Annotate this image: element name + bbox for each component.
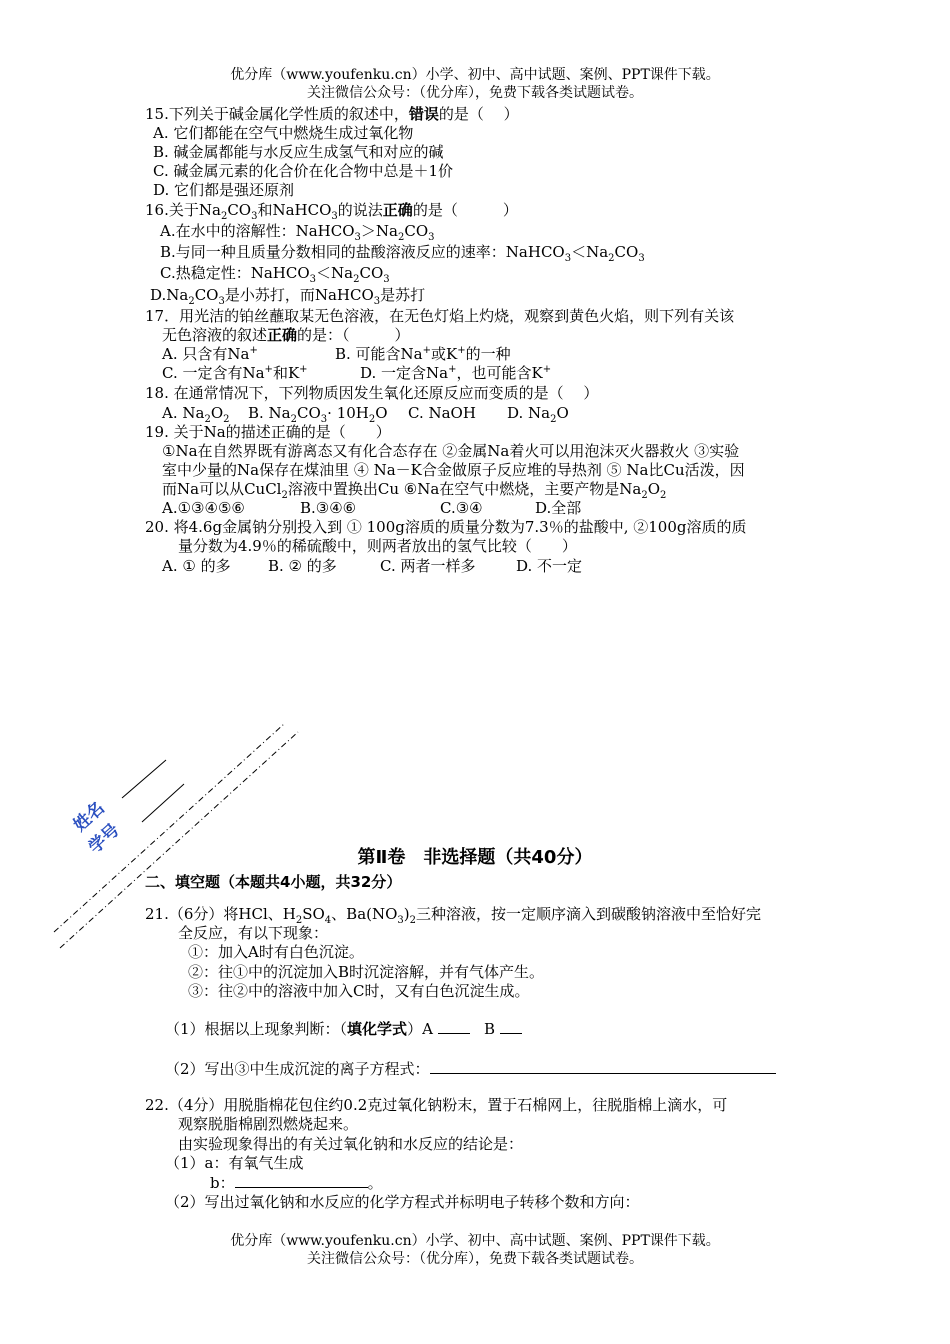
q18-option-b: B. $Na_2CO_3\cdot 10H_2O$ (248, 404, 388, 425)
q22-part-1b: b： 。 (210, 1174, 383, 1192)
q21-stem-line-2: 全反应，有以下现象： (178, 924, 329, 942)
answer-blank-a[interactable] (438, 1019, 470, 1034)
q17-stem-line-2: 无色溶液的叙述正确的是：（ ） (162, 326, 410, 344)
q17-stem-line-1: 17．用光洁的铂丝蘸取某无色溶液，在无色灯焰上灼烧，观察到黄色火焰，则下列有关该 (145, 307, 735, 325)
header-line-2: 关注微信公众号：（优分库），免费下载各类试题试卷。 (307, 85, 643, 101)
q20-stem-line-2: 量分数为4.9％的稀硫酸中，则两者放出的氢气比较（ ） (178, 537, 577, 555)
section-title: 二、填空题（本题共4小题，共32分） (145, 873, 402, 891)
q20-option-d: D. 不一定 (516, 557, 583, 575)
q22-stem-line-3: 由实验现象得出的有关过氧化钠和水反应的结论是： (178, 1135, 524, 1153)
q19-option-b: B.③④⑥ (300, 499, 357, 517)
q21-step-2: ②：往①中的沉淀加入B时沉淀溶解，并有气体产生。 (188, 963, 545, 981)
q19-option-d: D.全部 (535, 499, 582, 517)
q22-part-1a: （1）a：有氧气生成 (165, 1154, 304, 1172)
q20-option-c: C. 两者一样多 (380, 557, 476, 575)
q18-option-a: A. $Na_2O_2$ (162, 404, 230, 425)
q20-stem-line-1: 20. 将4.6g金属钠分别投入到 ① 100g溶质的质量分数为7.3％的盐酸中, ②100g溶质的质 (145, 518, 747, 536)
q22-part-2: （2）写出过氧化钠和水反应的化学方程式并标明电子转移个数和方向： (165, 1193, 640, 1211)
q15-option-b: B. 碱金属都能与水反应生成氢气和对应的碱 (153, 143, 444, 161)
q21-part-2: （2）写出③中生成沉淀的离子方程式： (165, 1059, 776, 1079)
q21-step-3: ③：往②中的溶液中加入C时，又有白色沉淀生成。 (188, 982, 530, 1000)
q20-option-b: B. ② 的多 (268, 557, 337, 575)
q19-stem: 19. 关于Na的描述正确的是（ ） (145, 423, 391, 441)
q15-option-c: C. 碱金属元素的化合价在化合物中总是＋1价 (153, 162, 454, 180)
q21-part-1: （1）根据以上现象判断：（填化学式）A B (165, 1019, 522, 1039)
q20-option-a: A. ① 的多 (162, 557, 231, 575)
footer-line-2: 关注微信公众号：（优分库），免费下载各类试题试卷。 (307, 1251, 643, 1267)
q15-option-a: A. 它们都能在空气中燃烧生成过氧化物 (153, 124, 414, 142)
q21-step-1: ①：加入A时有白色沉淀。 (188, 943, 364, 961)
q16-option-a: A.在水中的溶解性：$NaHCO_3>Na_2CO_3$ (160, 222, 435, 243)
q16-option-d: $D.Na_2CO_3$是小苏打，而NaHCO$_3$是苏打 (150, 286, 426, 307)
q15-option-d: D. 它们都是强还原剂 (153, 181, 295, 199)
id-label: 学号 (84, 820, 124, 858)
header-line-1: 优分库（www.youfenku.cn）小学、初中、高中试题、案例、PPT课件下载。 (230, 67, 720, 83)
q19-option-a: A.①③④⑤⑥ (162, 499, 245, 517)
ionic-equation-blank[interactable] (430, 1059, 776, 1074)
q22-stem-line-1: 22.（4分）用脱脂棉花包住约0.2克过氧化钠粉末，置于石棉网上，往脱脂棉上滴水，可 (145, 1096, 728, 1114)
q22-stem-line-2: 观察脱脂棉剧烈燃烧起来。 (178, 1115, 359, 1133)
q17-option-b: B. 可能含Na+或K+的一种 (335, 345, 511, 363)
q17-option-a: A. 只含有Na+ (162, 345, 258, 363)
q17-option-c: C. 一定含有Na+和K+ (162, 364, 308, 382)
q21-stem-line-1: 21.（6分）将HCl、$H_2SO_4$、$Ba(NO_3)_2$三种溶液，按一定顺序滴入到碳酸钠溶液中至恰好完 (145, 905, 762, 926)
q15-stem: 15.下列关于碱金属化学性质的叙述中，错误的是（ ） (145, 105, 519, 123)
q17-option-d: D. 一定含Na+，也可能含K+ (360, 364, 552, 382)
conclusion-blank[interactable] (235, 1173, 368, 1188)
name-underline (122, 760, 166, 798)
name-label: 姓名 (69, 798, 109, 836)
q18-option-c: C. NaOH (408, 404, 476, 422)
q19-text-line-1: ①Na在自然界既有游离态又有化合态存在 ②金属Na着火可以用泡沫灭火器救火 ③实验 (162, 442, 740, 460)
q16-stem: 16.关于$Na_2CO_3$和NaHCO$_3$的说法正确的是（ ） (145, 201, 518, 222)
footer-line-1: 优分库（www.youfenku.cn）小学、初中、高中试题、案例、PPT课件下载。 (230, 1233, 720, 1249)
answer-blank-b[interactable] (500, 1019, 522, 1034)
q19-text-line-2: 室中少量的Na保存在煤油里 ④ Na－K合金做原子反应堆的导热剂 ⑤ Na比Cu活泼，因 (162, 461, 745, 479)
id-underline (142, 784, 184, 822)
q19-text-line-3: 而Na可以从CuCl$_2$溶液中置换出Cu ⑥Na在空气中燃烧，主要产物是$Na_2O_2$ (162, 480, 667, 501)
q18-option-d: D. $Na_2O$ (507, 404, 569, 425)
q18-stem: 18. 在通常情况下，下列物质因发生氧化还原反应而变质的是（ ） (145, 384, 599, 402)
q16-option-c: C.热稳定性：$NaHCO_3<Na_2CO_3$ (160, 264, 390, 285)
q19-option-c: C.③④ (440, 499, 483, 517)
part2-title: 第Ⅱ卷 非选择题（共40分） (357, 847, 593, 868)
q16-option-b: B.与同一种且质量分数相同的盐酸溶液反应的速率：$NaHCO_3<Na_2CO_3$ (160, 243, 645, 264)
